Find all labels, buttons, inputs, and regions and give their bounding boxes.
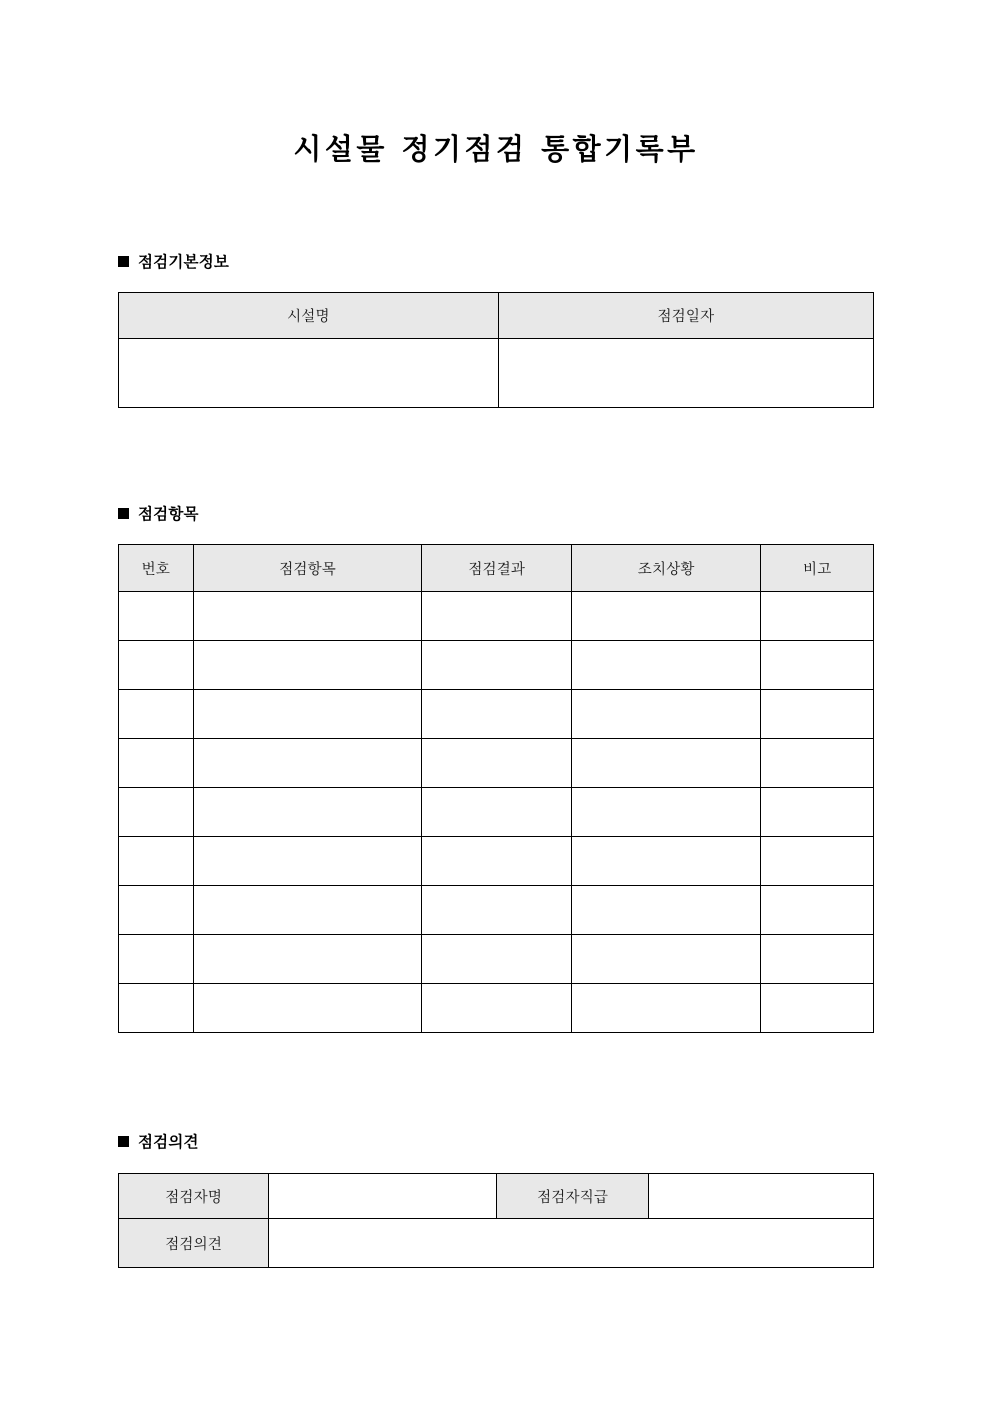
cell-action-status[interactable] xyxy=(571,690,761,739)
section-heading-label: 점검기본정보 xyxy=(138,253,230,272)
cell-facility-name-value[interactable] xyxy=(119,339,499,408)
section-basic-info xyxy=(0,167,992,408)
page-title: 시설물 정기점검 통합기록부 xyxy=(293,132,699,166)
row-label-inspector-name: 점검자명 xyxy=(119,1174,269,1219)
row-label-opinion: 점검의견 xyxy=(119,1219,269,1268)
cell-remarks[interactable] xyxy=(761,935,874,984)
table-row xyxy=(119,886,874,935)
opinion-table xyxy=(118,1173,874,1268)
cell-action-status[interactable] xyxy=(571,935,761,984)
cell-remarks[interactable] xyxy=(761,690,874,739)
table-row xyxy=(119,641,874,690)
column-header-inspection-date: 점검일자 xyxy=(498,293,873,339)
section-heading-label: 점검항목 xyxy=(138,505,199,524)
cell-number[interactable] xyxy=(119,592,194,641)
column-header-number: 번호 xyxy=(119,545,194,592)
bullet-square-icon xyxy=(118,508,129,519)
cell-number[interactable] xyxy=(119,788,194,837)
table-row xyxy=(119,592,874,641)
cell-action-status[interactable] xyxy=(571,739,761,788)
cell-number[interactable] xyxy=(119,690,194,739)
section-opinion xyxy=(0,1033,992,1268)
cell-remarks[interactable] xyxy=(761,984,874,1033)
column-header-inspection-item: 점검항목 xyxy=(193,545,422,592)
cell-number[interactable] xyxy=(119,886,194,935)
section-heading-opinion xyxy=(118,1130,992,1152)
table-row xyxy=(119,690,874,739)
cell-inspector-rank-value[interactable] xyxy=(648,1174,873,1219)
bullet-square-icon xyxy=(118,1136,129,1147)
column-header-remarks: 비고 xyxy=(761,545,874,592)
cell-inspection-item[interactable] xyxy=(193,837,422,886)
column-header-inspection-result: 점검결과 xyxy=(422,545,571,592)
section-inspection-items xyxy=(0,408,992,1033)
cell-number[interactable] xyxy=(119,984,194,1033)
cell-number[interactable] xyxy=(119,739,194,788)
basic-info-table xyxy=(118,292,874,408)
cell-action-status[interactable] xyxy=(571,984,761,1033)
cell-inspection-date-value[interactable] xyxy=(498,339,873,408)
cell-action-status[interactable] xyxy=(571,886,761,935)
cell-number[interactable] xyxy=(119,837,194,886)
inspection-items-body xyxy=(119,592,874,1033)
table-header-row xyxy=(119,293,874,339)
cell-inspection-result[interactable] xyxy=(422,886,571,935)
cell-action-status[interactable] xyxy=(571,837,761,886)
section-heading-basic-info xyxy=(118,250,992,272)
cell-inspection-result[interactable] xyxy=(422,788,571,837)
cell-inspection-item[interactable] xyxy=(193,592,422,641)
cell-remarks[interactable] xyxy=(761,592,874,641)
cell-inspection-item[interactable] xyxy=(193,690,422,739)
cell-inspection-result[interactable] xyxy=(422,641,571,690)
cell-remarks[interactable] xyxy=(761,788,874,837)
cell-action-status[interactable] xyxy=(571,592,761,641)
cell-opinion-value[interactable] xyxy=(269,1219,874,1268)
table-row xyxy=(119,739,874,788)
cell-inspection-item[interactable] xyxy=(193,935,422,984)
cell-remarks[interactable] xyxy=(761,739,874,788)
cell-remarks[interactable] xyxy=(761,886,874,935)
cell-number[interactable] xyxy=(119,935,194,984)
column-header-facility-name: 시설명 xyxy=(119,293,499,339)
bullet-square-icon xyxy=(118,256,129,267)
inspection-items-table xyxy=(118,544,874,1033)
cell-inspection-result[interactable] xyxy=(422,739,571,788)
row-label-inspector-rank: 점검자직급 xyxy=(497,1174,649,1219)
table-header-row xyxy=(119,545,874,592)
table-row xyxy=(119,788,874,837)
table-row xyxy=(119,984,874,1033)
table-row-opinion xyxy=(119,1219,874,1268)
table-row xyxy=(119,935,874,984)
table-row-inspector xyxy=(119,1174,874,1219)
cell-inspection-item[interactable] xyxy=(193,788,422,837)
section-heading-label: 점검의견 xyxy=(138,1133,199,1152)
cell-inspection-item[interactable] xyxy=(193,739,422,788)
cell-inspection-item[interactable] xyxy=(193,886,422,935)
section-heading-inspection-items xyxy=(118,502,992,524)
cell-inspection-result[interactable] xyxy=(422,984,571,1033)
cell-action-status[interactable] xyxy=(571,788,761,837)
cell-remarks[interactable] xyxy=(761,837,874,886)
cell-number[interactable] xyxy=(119,641,194,690)
column-header-action-status: 조치상황 xyxy=(571,545,761,592)
cell-inspection-item[interactable] xyxy=(193,641,422,690)
cell-inspection-result[interactable] xyxy=(422,690,571,739)
cell-inspection-result[interactable] xyxy=(422,837,571,886)
table-row xyxy=(119,339,874,408)
table-row xyxy=(119,837,874,886)
cell-inspection-item[interactable] xyxy=(193,984,422,1033)
cell-inspector-name-value[interactable] xyxy=(269,1174,497,1219)
cell-inspection-result[interactable] xyxy=(422,592,571,641)
cell-action-status[interactable] xyxy=(571,641,761,690)
cell-inspection-result[interactable] xyxy=(422,935,571,984)
cell-remarks[interactable] xyxy=(761,641,874,690)
